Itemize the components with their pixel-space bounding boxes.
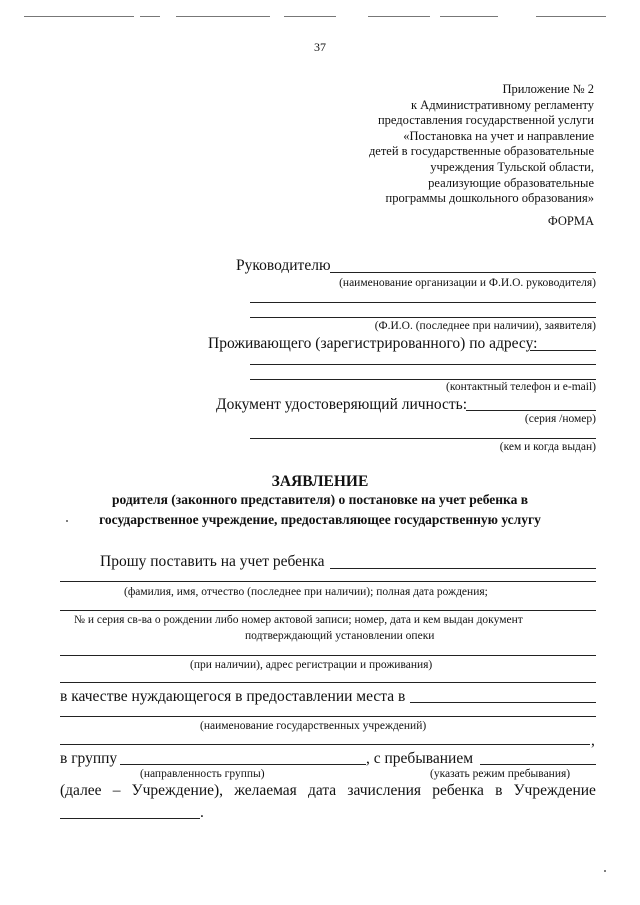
group-caption: (направленность группы) — [140, 768, 265, 780]
stay-field[interactable] — [480, 764, 596, 765]
form-label: ФОРМА — [547, 214, 594, 228]
address-field-line-3[interactable] — [250, 379, 596, 380]
page-number: 37 — [314, 40, 326, 54]
certificate-field[interactable] — [60, 610, 596, 611]
certificate-caption-line-1: № и серия св-ва о рождении либо номер актовой записи; номер, дата и кем выдан документ — [74, 614, 523, 626]
scan-artifact-line — [368, 16, 430, 17]
appendix-line: к Административному регламенту — [410, 97, 594, 112]
scan-artifact-line — [440, 16, 498, 17]
appendix-line: предоставления государственной услуги — [377, 113, 594, 128]
head-label: Руководителю — [236, 257, 331, 274]
statement-title: ЗАЯВЛЕНИЕ — [271, 473, 369, 490]
closing-word: (далее — [60, 782, 102, 799]
contact-caption: (контактный телефон и e-mail) — [446, 381, 596, 393]
child-caption: (фамилия, имя, отчество (последнее при наличии); полная дата рождения; — [124, 586, 488, 598]
scan-speck — [66, 520, 68, 522]
document-label: Документ удостоверяющий личность: — [216, 396, 468, 413]
scan-artifact-line — [24, 16, 134, 17]
need-label: в качестве нуждающегося в предоставлении места в — [60, 688, 406, 705]
closing-word: в — [495, 782, 503, 799]
address-caption: (при наличии), адрес регистрации и проживания) — [190, 659, 433, 671]
head-caption: (наименование организации и Ф.И.О. руководителя) — [339, 277, 596, 289]
issued-caption: (кем и когда выдан) — [499, 441, 596, 453]
closing-word: ребенка — [432, 782, 484, 799]
head-name-field[interactable] — [330, 272, 596, 273]
closing-word: – — [112, 782, 121, 799]
institution-field-line-3[interactable] — [60, 744, 590, 745]
certificate-caption-line-2: подтверждающий установлении опеки — [245, 630, 435, 642]
closing-word: зачисления — [347, 782, 422, 799]
appendix-line: реализующие образовательные — [428, 175, 594, 190]
applicant-field-line-1[interactable] — [250, 302, 596, 303]
closing-word: Учреждение), — [131, 782, 224, 799]
statement-subtitle-line-2: государственное учреждение, предоставляющее государственную услугу — [99, 512, 541, 527]
group-label: в группу — [60, 750, 118, 767]
document-field[interactable] — [466, 410, 596, 411]
appendix-line: Приложение № 2 — [502, 82, 594, 96]
scan-speck — [604, 870, 606, 872]
closing-word: желаемая — [234, 782, 297, 799]
scan-artifact-line — [176, 16, 270, 17]
appendix-line: учреждения Тульской области, — [430, 159, 594, 174]
child-name-field[interactable] — [330, 568, 596, 569]
appendix-line: программы дошкольного образования» — [385, 191, 594, 206]
institution-field[interactable] — [410, 702, 596, 703]
applicant-caption: (Ф.И.О. (последнее при наличии), заявителя) — [374, 320, 596, 332]
scan-artifact-line — [284, 16, 336, 17]
group-field[interactable] — [120, 764, 366, 765]
applicant-field-line-2[interactable] — [250, 317, 596, 318]
appendix-block — [294, 82, 594, 207]
address-field-line-2[interactable] — [250, 364, 596, 365]
registration-address-field[interactable] — [60, 655, 596, 656]
institution-field-line-2[interactable] — [60, 716, 596, 717]
appendix-line: детей в государственные образовательные — [368, 144, 594, 159]
request-label: Прошу поставить на учет ребенка — [100, 553, 325, 570]
closing-word: Учреждение — [513, 782, 596, 799]
stay-caption: (указать режим пребывания) — [430, 768, 571, 780]
stay-label: , с пребыванием — [366, 750, 474, 767]
address-field-line-1[interactable] — [530, 350, 596, 351]
address-label: Проживающего (зарегистрированного) по адресу: — [208, 335, 538, 352]
appendix-line: «Постановка на учет и направление — [403, 128, 594, 143]
scan-artifact-line — [536, 16, 606, 17]
issued-field[interactable] — [250, 438, 596, 439]
scan-artifact-line — [140, 16, 160, 17]
trailing-comma: , — [591, 732, 595, 749]
statement-subtitle-line-1: родителя (законного представителя) о постановке на учет ребенка в — [111, 492, 529, 507]
address-field-extra[interactable] — [60, 682, 596, 683]
enrollment-date-field[interactable] — [60, 818, 200, 819]
closing-period: . — [200, 804, 204, 821]
series-caption: (серия /номер) — [524, 413, 596, 425]
institutions-caption: (наименование государственных учреждений) — [200, 720, 427, 732]
closing-word: дата — [307, 782, 337, 799]
child-name-field-line-2[interactable] — [60, 581, 596, 582]
closing-sentence — [60, 782, 596, 800]
